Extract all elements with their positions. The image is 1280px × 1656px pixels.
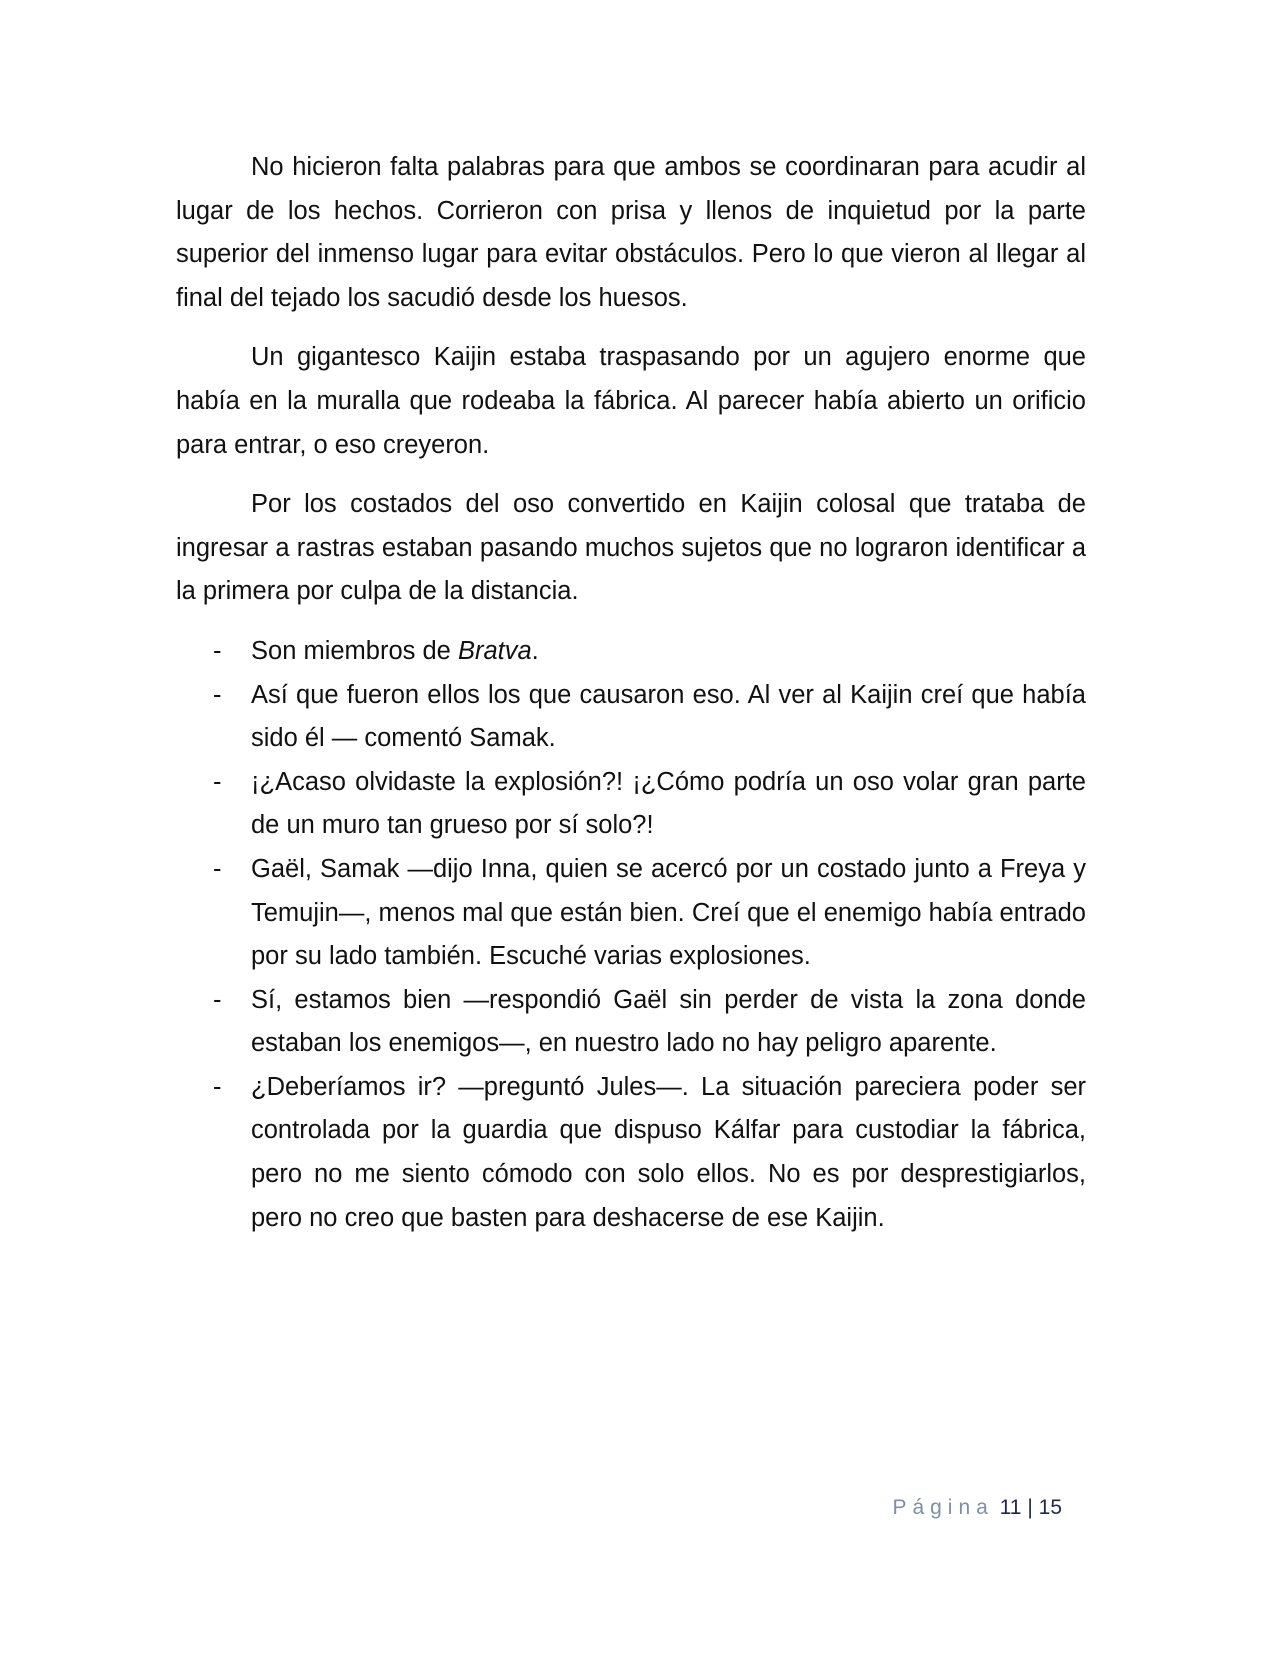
dialogue-line bbox=[176, 979, 1086, 1066]
dash-bullet: - bbox=[213, 680, 222, 709]
dialogue-list bbox=[176, 630, 1086, 1240]
dash-bullet: - bbox=[213, 985, 222, 1014]
italic-name: Bratva bbox=[457, 636, 532, 665]
dialogue-text: ¿Deberíamos ir? —preguntó Jules—. La situación pareciera poder ser controlada por la guardia que dispuso Kálfar para custodiar la fábrica, pero no me siento cómodo con solo ellos. No es por desprestigiarlos, pero no creo que basten para deshacerse de ese Kaijin. bbox=[251, 1072, 1086, 1232]
dialogue-line bbox=[176, 1066, 1086, 1240]
dialogue-line bbox=[176, 630, 1086, 674]
dialogue-text: Así que fueron ellos los que causaron eso. Al ver al Kaijin creí que había sido él — comentó Samak. bbox=[251, 680, 1086, 753]
dialogue-text: Sí, estamos bien —respondió Gaël sin perder de vista la zona donde estaban los enemigos—, en nuestro lado no hay peligro aparente. bbox=[251, 985, 1086, 1058]
dash-bullet: - bbox=[213, 636, 222, 665]
dialogue-text: Gaël, Samak —dijo Inna, quien se acercó por un costado junto a Freya y Temujin—, menos mal que están bien. Creí que el enemigo había entrado por su lado también. Escuché varias explosiones. bbox=[251, 854, 1086, 971]
dialogue-line bbox=[176, 674, 1086, 761]
page-separator: | bbox=[1027, 1496, 1033, 1519]
dialogue-line bbox=[176, 848, 1086, 979]
dialogue-text: Son miembros de bbox=[251, 636, 458, 665]
dialogue-text: . bbox=[531, 636, 539, 665]
dash-bullet: - bbox=[213, 854, 222, 883]
dash-bullet: - bbox=[213, 767, 222, 796]
paragraph: Por los costados del oso convertido en Kaijin colosal que trataba de ingresar a rastras estaban pasando muchos sujetos que no lograron identificar a la primera por culpa de la distancia. bbox=[176, 490, 1086, 606]
page-footer bbox=[892, 1496, 1062, 1520]
document-body bbox=[176, 146, 1086, 1240]
dialogue-line bbox=[176, 761, 1086, 848]
paragraph: No hicieron falta palabras para que ambos se coordinaran para acudir al lugar de los hechos. Corrieron con prisa y llenos de inquietud por la parte superior del inmenso lugar para evitar obstáculos. Pero lo que vieron al llegar al final del tejado los sacudió desde los huesos. bbox=[176, 153, 1086, 312]
page-total: 15 bbox=[1038, 1496, 1062, 1519]
page-label: Página bbox=[892, 1496, 994, 1519]
paragraph: Un gigantesco Kaijin estaba traspasando por un agujero enorme que había en la muralla que rodeaba la fábrica. Al parecer había abierto un orificio para entrar, o eso creyeron. bbox=[176, 343, 1086, 459]
page-number: 11 bbox=[999, 1496, 1022, 1519]
dialogue-text: ¡¿Acaso olvidaste la explosión?! ¡¿Cómo podría un oso volar gran parte de un muro tan grueso por sí solo?! bbox=[251, 767, 1086, 840]
dash-bullet: - bbox=[213, 1072, 222, 1101]
